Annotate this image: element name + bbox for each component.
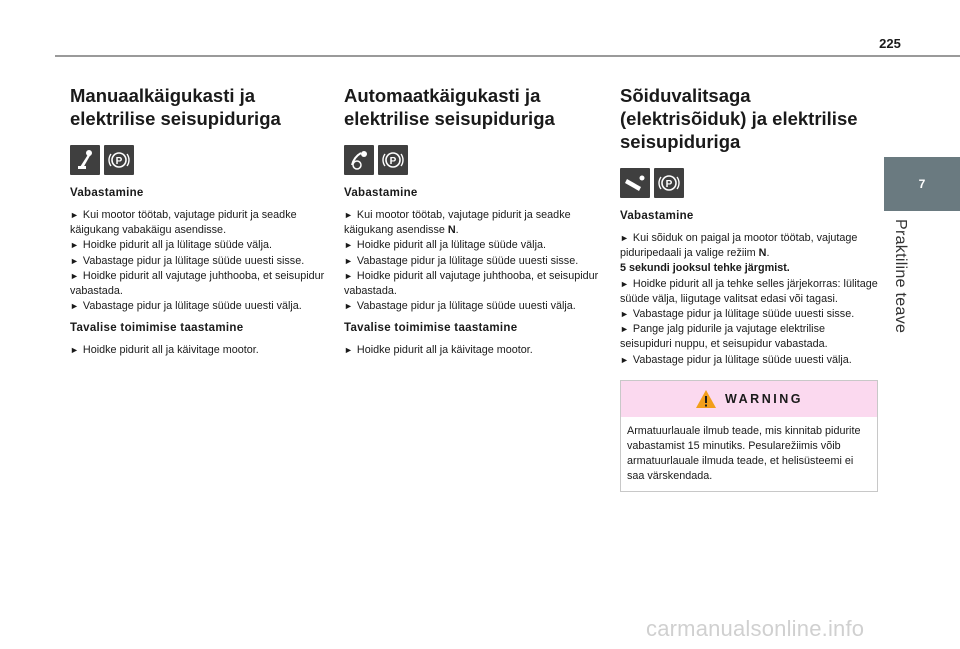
warning-text: Armatuurlauale ilmub teade, mis kinnitab pidurite vabastamist 15 minutiks. Pesularežiimis võib armatuurlauale ilmuda teade, et helisüsteemi ei saa värskendada.: [627, 424, 861, 483]
manual-gear-icon: [70, 145, 100, 175]
subheading-release: Vabastamine: [344, 187, 418, 199]
subheading-release: Vabastamine: [620, 210, 694, 222]
parking-brake-icon: [654, 168, 684, 198]
section-manual-gearbox: [70, 84, 332, 359]
svg-text:P: P: [389, 156, 397, 167]
section-icons: [70, 145, 332, 175]
section-icons: [620, 168, 878, 198]
list-item: ► Vabastage pidur ja lülitage süüde uuesti välja.: [70, 300, 302, 313]
subheading-restore: Tavalise toimimise taastamine: [344, 322, 518, 335]
list-item: ► Hoidke pidurit all ja käivitage mootor.: [344, 344, 533, 357]
release-steps: [70, 208, 332, 314]
release-steps: [344, 208, 606, 314]
list-item: ► Hoidke pidurit all vajutage juhthooba, et seisupidur vabastada.: [344, 269, 599, 298]
chapter-tab[interactable]: [884, 157, 960, 211]
list-item: ► Pange jalg pidurile ja vajutage elektrilise seisupiduri nuppu, et seisupidur vabastada.: [620, 323, 828, 351]
section-automatic-gearbox: [344, 84, 606, 359]
list-item: ► Hoidke pidurit all ja käivitage mootor.: [70, 344, 259, 357]
subheading-restore: Tavalise toimimise taastamine: [70, 322, 244, 335]
list-item: ► Vabastage pidur ja lülitage süüde uuesti sisse.: [620, 308, 855, 321]
section-icons: [344, 145, 606, 175]
automatic-gear-icon: [344, 145, 374, 175]
drive-selector-icon: [620, 168, 650, 198]
section-title: Automaatkäigukasti ja elektrilise seisupiduriga: [344, 85, 555, 129]
list-item: ► Hoidke pidurit all ja lülitage süüde välja.: [70, 239, 272, 252]
list-item: ► Hoidke pidurit all vajutage juhthooba, et seisupidur vabastada.: [70, 269, 325, 298]
restore-steps: [70, 343, 332, 358]
section-drive-selector: [620, 84, 878, 492]
list-item: ► Kui mootor töötab, vajutage pidurit ja seadke käigukang asendisse N.: [344, 209, 571, 237]
parking-brake-icon: [104, 145, 134, 175]
list-item: ► Vabastage pidur ja lülitage süüde uuesti sisse.: [344, 254, 579, 267]
restore-steps: [344, 343, 606, 358]
warning-header: [621, 381, 877, 417]
warning-triangle-icon: [695, 389, 717, 409]
subheading-release: Vabastamine: [70, 187, 144, 199]
list-item: ► Hoidke pidurit all ja tehke selles järjekorras: lülitage süüde välja, liigutage valitsat edasi või tagasi.: [620, 277, 878, 305]
page-number: 225: [879, 36, 901, 51]
list-item: ► Hoidke pidurit all ja lülitage süüde välja.: [344, 239, 546, 252]
list-item: ► Kui mootor töötab, vajutage pidurit ja seadke käigukang vabakäigu asendisse.: [70, 209, 297, 237]
svg-text:P: P: [665, 179, 673, 190]
header-rule: [55, 55, 960, 57]
chapter-title: Praktiline teave: [892, 219, 909, 334]
list-item: ► Vabastage pidur ja lülitage süüde uuesti välja.: [620, 353, 852, 366]
list-item: ► Kui sõiduk on paigal ja mootor töötab, vajutage piduripedaali ja valige režiim N.: [620, 232, 858, 260]
warning-box: [620, 380, 878, 492]
list-item: ► Vabastage pidur ja lülitage süüde uuesti välja.: [344, 300, 576, 313]
svg-text:P: P: [115, 156, 123, 167]
chapter-number: 7: [918, 177, 926, 191]
chapter-side-label: [880, 219, 920, 339]
warning-title: WARNING: [725, 391, 803, 406]
watermark: carmanualsonline.info: [646, 616, 865, 641]
parking-brake-icon: [378, 145, 408, 175]
release-steps: [620, 231, 878, 368]
section-title: Sõiduvalitsaga (elektrisõiduk) ja elektrilise seisupiduriga: [620, 85, 858, 152]
section-title: Manuaalkäigukasti ja elektrilise seisupiduriga: [70, 85, 281, 129]
list-item-bold: 5 sekundi jooksul tehke järgmist.: [620, 262, 790, 275]
list-item: ► Vabastage pidur ja lülitage süüde uuesti sisse.: [70, 254, 305, 267]
